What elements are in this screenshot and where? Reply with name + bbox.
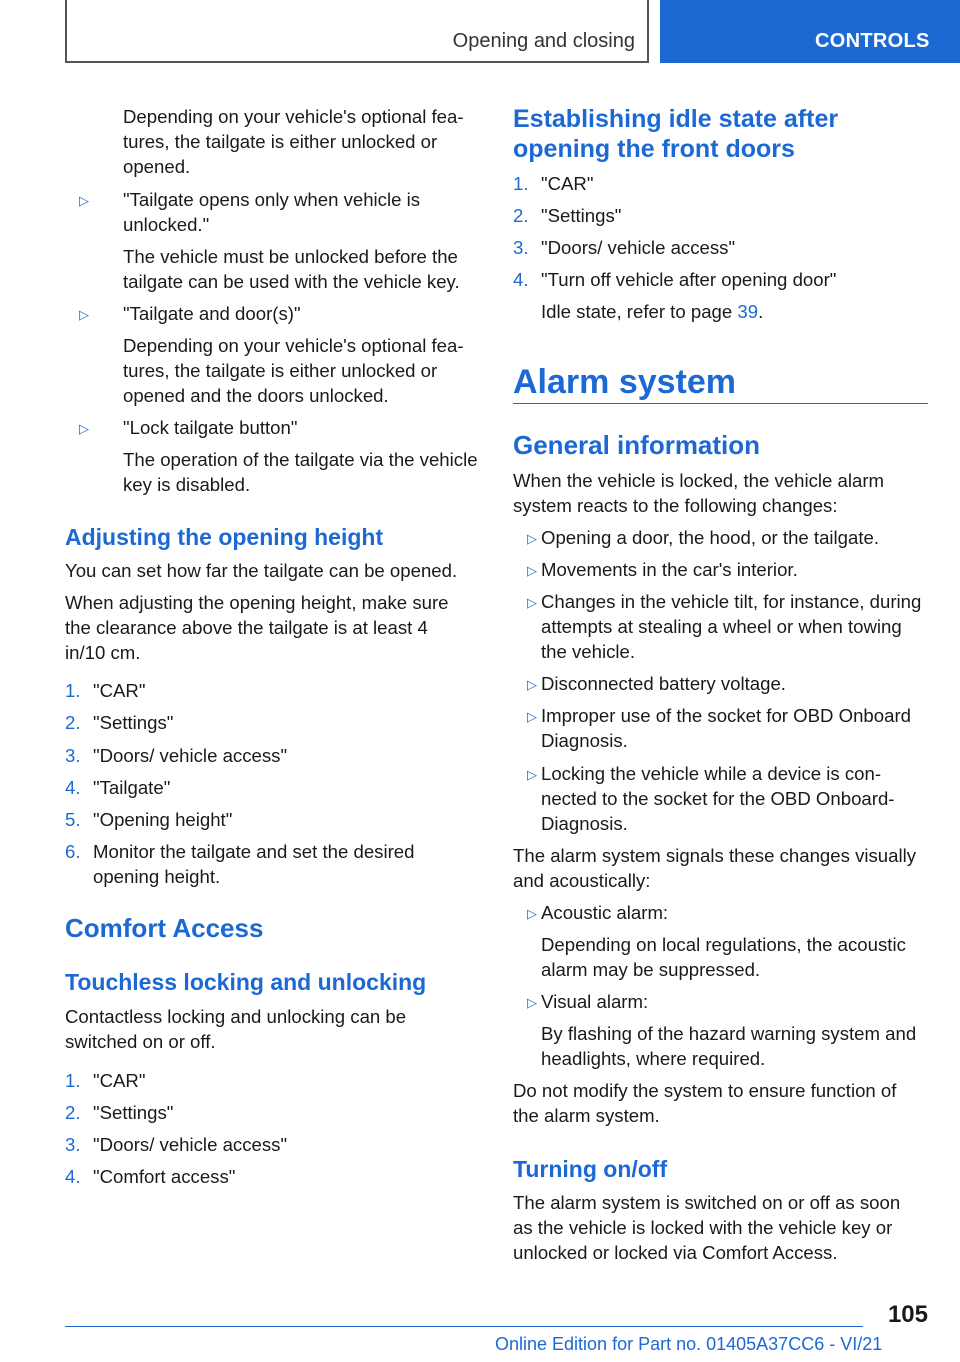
modify-paragraph: Do not modify the system to ensure function of the alarm system. <box>513 1080 897 1126</box>
option-label: "Tailgate opens only when vehicle is unlocked." <box>123 189 421 235</box>
step-text: "Doors/ vehicle access" <box>93 1134 288 1155</box>
bullet-icon: ▷ <box>527 906 537 921</box>
step-text: "CAR" <box>93 1070 146 1091</box>
step-text: "Opening height" <box>93 809 233 830</box>
adjust-paragraph-2: When adjusting the opening height, make sure the clearance above the tailgate is at least 4 in/10 cm. <box>65 592 449 663</box>
section-divider <box>513 403 928 404</box>
alarm-system-heading: Alarm system <box>513 363 737 401</box>
step-text: "Settings" <box>93 1102 174 1123</box>
turning-on-off-heading: Turning on/off <box>513 1156 668 1182</box>
change-item: Disconnected battery voltage. <box>541 673 786 694</box>
bullet-icon: ▷ <box>527 677 537 692</box>
intro-paragraph: Depending on your vehicle's optional features, the tailgate is either unlocked or opened. <box>123 106 464 177</box>
bullet-icon: ▷ <box>527 531 537 546</box>
bullet-icon: ▷ <box>79 307 89 322</box>
step-text: "Doors/ vehicle access" <box>541 237 736 258</box>
idle-reference-text: Idle state, refer to page <box>541 301 738 322</box>
header-chapter-tab <box>660 0 960 63</box>
bullet-icon: ▷ <box>79 421 89 436</box>
step-text: "CAR" <box>541 173 594 194</box>
step-number: 4. <box>65 1166 81 1187</box>
step-number: 2. <box>513 205 529 226</box>
step-number: 6. <box>65 841 81 862</box>
change-item: Locking the vehicle while a device is connected to the socket for the OBD Onboard-Diagnosis. <box>541 763 895 834</box>
option-desc: Depending on your vehicle's optional features, the tailgate is either unlocked or opened and the doors unlocked. <box>123 335 464 406</box>
change-item: Movements in the car's interior. <box>541 559 798 580</box>
page-number: 105 <box>887 1301 928 1328</box>
header-section-title: Opening and closing <box>452 30 635 52</box>
bullet-icon: ▷ <box>527 709 537 724</box>
general-paragraph: When the vehicle is locked, the vehicle alarm system reacts to the following changes: <box>513 470 885 516</box>
step-number: 1. <box>65 680 81 701</box>
step-number: 5. <box>65 809 81 830</box>
step-number: 4. <box>65 777 81 798</box>
footer-divider <box>65 1326 863 1327</box>
step-number: 3. <box>513 237 529 258</box>
bullet-icon: ▷ <box>527 995 537 1010</box>
step-text: "Doors/ vehicle access" <box>93 745 288 766</box>
step-number: 1. <box>513 173 529 194</box>
change-item: Changes in the vehicle tilt, for instance, during attempts at stealing a wheel or when towing the vehicle. <box>541 591 922 662</box>
option-label: "Lock tailgate button" <box>123 417 298 438</box>
bullet-icon: ▷ <box>527 767 537 782</box>
page-link[interactable]: 39 <box>737 301 759 322</box>
change-item: Opening a door, the hood, or the tailgate. <box>541 527 880 548</box>
idle-reference <box>541 299 921 324</box>
turning-paragraph: The alarm system is switched on or off as soon as the vehicle is locked with the vehicle key or unlocked or locked via Comfort Access. <box>513 1192 901 1263</box>
touchless-paragraph: Contactless locking and unlocking can be switched on or off. <box>65 1006 407 1052</box>
step-text: Monitor the tailgate and set the desired opening height. <box>93 841 415 887</box>
step-number: 4. <box>513 269 529 290</box>
option-label: "Tailgate and door(s)" <box>123 303 301 324</box>
adjust-heading: Adjusting the opening height <box>65 524 384 550</box>
option-desc: The vehicle must be unlocked before the tailgate can be used with the vehicle key. <box>123 246 460 292</box>
general-info-heading: General information <box>513 430 761 460</box>
signal-label: Visual alarm: <box>541 991 649 1012</box>
comfort-access-heading: Comfort Access <box>65 913 264 943</box>
step-number: 3. <box>65 1134 81 1155</box>
step-text: "CAR" <box>93 680 146 701</box>
step-number: 3. <box>65 745 81 766</box>
signal-desc: Depending on local regulations, the acoustic alarm may be suppressed. <box>541 934 906 980</box>
bullet-icon: ▷ <box>79 193 89 208</box>
step-number: 1. <box>65 1070 81 1091</box>
idle-reference-end: . <box>758 301 764 322</box>
step-number: 2. <box>65 712 81 733</box>
option-desc: The operation of the tailgate via the vehicle key is disabled. <box>123 449 478 495</box>
step-text: "Settings" <box>541 205 622 226</box>
signal-desc: By flashing of the hazard warning system and headlights, where required. <box>541 1023 917 1069</box>
bullet-icon: ▷ <box>527 595 537 610</box>
header-chapter-label: CONTROLS <box>815 30 930 52</box>
step-text: "Settings" <box>93 712 174 733</box>
header-section-box <box>65 0 649 63</box>
step-text: "Comfort access" <box>93 1166 236 1187</box>
change-item: Improper use of the socket for OBD Onboard Diagnosis. <box>541 705 911 751</box>
touchless-heading: Touchless locking and unlocking <box>65 969 427 995</box>
bullet-icon: ▷ <box>527 563 537 578</box>
adjust-paragraph-1: You can set how far the tailgate can be opened. <box>65 560 458 581</box>
signal-label: Acoustic alarm: <box>541 902 669 923</box>
step-number: 2. <box>65 1102 81 1123</box>
idle-state-heading: Establishing idle state after opening the front doors <box>513 105 839 163</box>
step-text: "Tailgate" <box>93 777 171 798</box>
footer-edition: Online Edition for Part no. 01405A37CC6 - VI/21 <box>495 1334 883 1354</box>
step-text: "Turn off vehicle after opening door" <box>541 269 837 290</box>
signals-paragraph: The alarm system signals these changes visually and acoustically: <box>513 845 917 891</box>
